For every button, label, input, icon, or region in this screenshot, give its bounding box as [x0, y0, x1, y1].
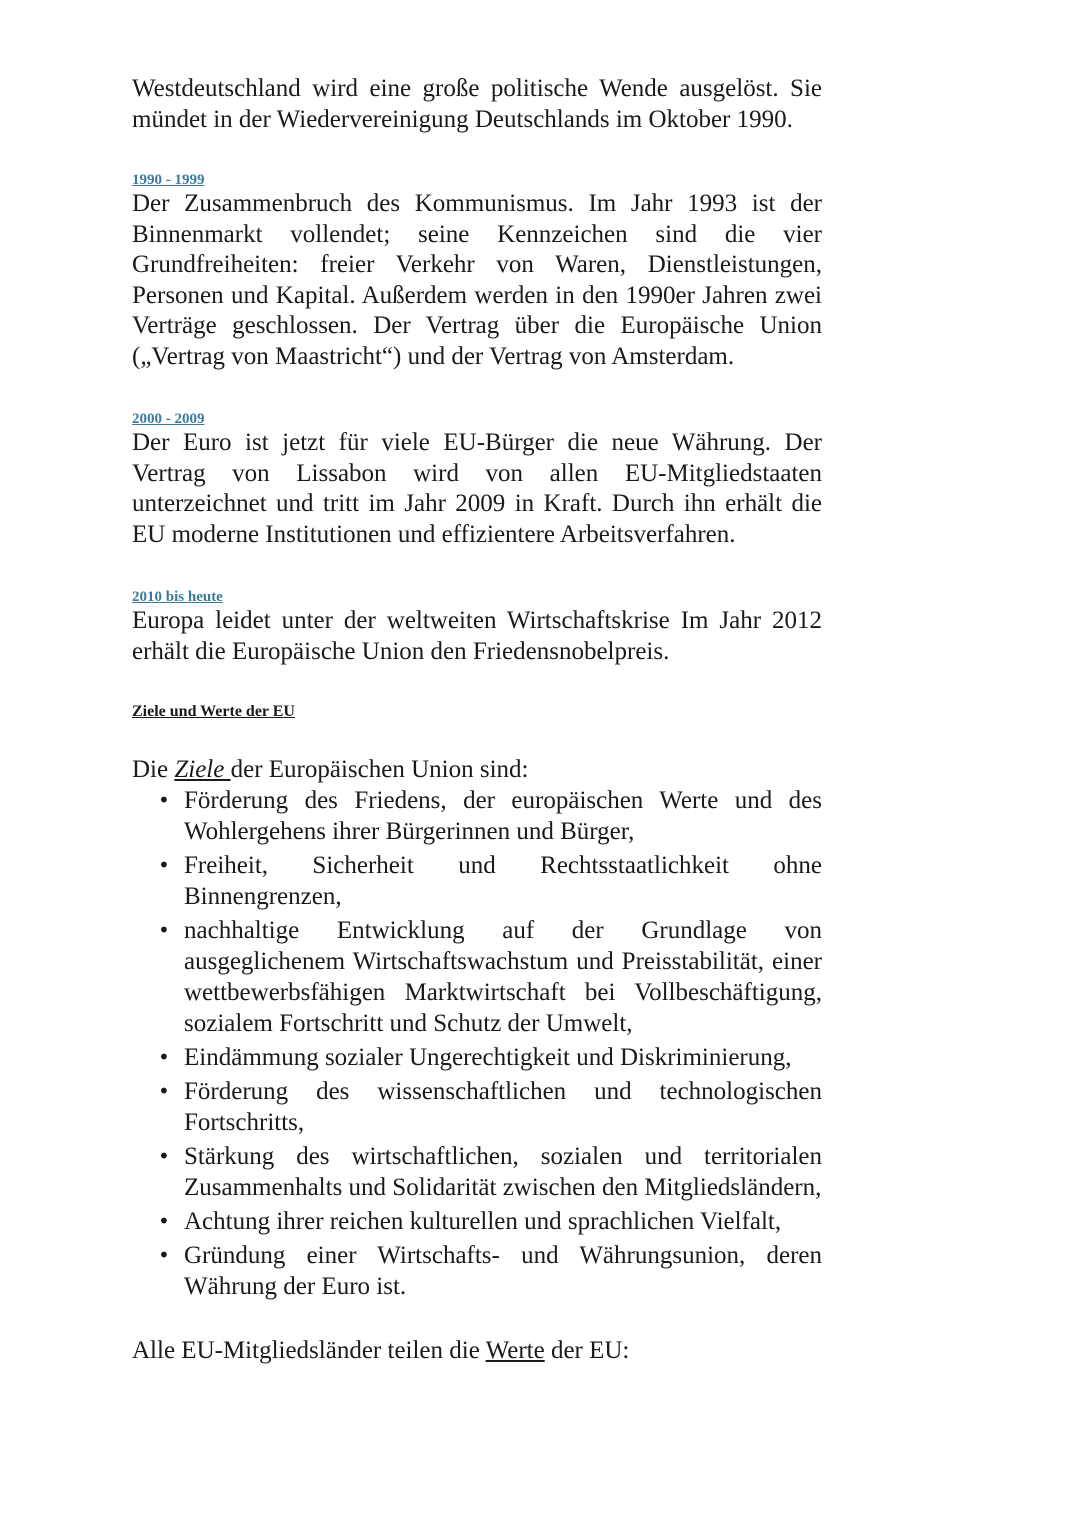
bullet-icon: • [158, 1243, 170, 1267]
bullet-icon: • [158, 1209, 170, 1233]
goal-text: Achtung ihrer reichen kulturellen und sprachlichen Vielfalt, [184, 1208, 782, 1235]
goal-item [158, 1240, 822, 1302]
goal-item [158, 1206, 822, 1237]
section-text-2000-2009: Der Euro ist jetzt für viele EU-Bürger die neue Währung. Der Vertrag von Lissabon wird von allen EU-Mitgliedstaaten unterzeichnet und tritt im Jahr 2009 in Kraft. Durch ihn erhält die EU moderne Institutionen und effizientere Arbeitsverfahren. [132, 429, 822, 548]
values-intro [132, 1336, 822, 1366]
goal-text: Eindämmung sozialer Ungerechtigkeit und Diskriminierung, [184, 1044, 792, 1071]
section-link-2000-2009[interactable]: 2000 - 2009 [132, 411, 205, 427]
section-2010-heute [132, 588, 822, 667]
section-text-1990-1999: Der Zusammenbruch des Kommunismus. Im Jahr 1993 ist der Binnenmarkt vollendet; seine Kennzeichen sind die vier Grundfreiheiten: freier Verkehr von Waren, Dienstleistungen, Personen und Kapital. Außerdem werden in den 1990er Jahren zwei Verträge geschlossen. Der Vertrag über die Europäische Union („Vertrag von Maastricht“) und der Vertrag von Amsterdam. [132, 190, 822, 370]
bullet-icon: • [158, 853, 170, 877]
values-prefix: Alle EU-Mitgliedsländer teilen die [132, 1337, 486, 1364]
section-1990-1999 [132, 171, 822, 372]
section-2000-2009 [132, 410, 822, 550]
bullet-icon: • [158, 1144, 170, 1168]
values-emphasis: Werte [485, 1337, 545, 1364]
bullet-icon: • [158, 918, 170, 942]
document-content [132, 74, 822, 1366]
goal-item [158, 1042, 822, 1073]
bullet-icon: • [158, 1079, 170, 1103]
goal-item [158, 915, 822, 1039]
goals-intro-suffix: der Europäischen Union sind: [230, 756, 529, 783]
goals-list [132, 785, 822, 1302]
goal-text: Förderung des Friedens, der europäischen Werte und des Wohlergehens ihrer Bürgerinnen und Bürger, [184, 787, 822, 845]
goal-text: nachhaltige Entwicklung auf der Grundlage von ausgeglichenem Wirtschaftswachstum und Preisstabilität, einer wettbewerbsfähigen Marktwirtschaft bei Vollbeschäftigung, sozialem Fortschritt und Schutz der Umwelt, [184, 917, 822, 1037]
goals-heading: Ziele und Werte der EU [132, 703, 295, 720]
goals-intro-prefix: Die [132, 756, 175, 783]
values-suffix: der EU: [544, 1337, 630, 1364]
goal-text: Förderung des wissenschaftlichen und technologischen Fortschritts, [184, 1078, 822, 1136]
section-text-2010-heute: Europa leidet unter der weltweiten Wirtschaftskrise Im Jahr 2012 erhält die Europäische Union den Friedensnobelpreis. [132, 607, 822, 665]
goals-heading-wrap [132, 703, 822, 721]
goal-item [158, 1141, 822, 1203]
section-link-2010-heute[interactable]: 2010 bis heute [132, 589, 223, 605]
goal-item [158, 1076, 822, 1138]
goals-intro [132, 755, 822, 785]
bullet-icon: • [158, 788, 170, 812]
goal-text: Freiheit, Sicherheit und Rechtsstaatlichkeit ohne Binnengrenzen, [184, 852, 822, 910]
goal-text: Gründung einer Wirtschafts- und Währungsunion, deren Währung der Euro ist. [184, 1242, 822, 1300]
goal-item [158, 785, 822, 847]
intro-paragraph: Westdeutschland wird eine große politische Wende ausgelöst. Sie mündet in der Wiedervereinigung Deutschlands im Oktober 1990. [132, 75, 822, 133]
bullet-icon: • [158, 1045, 170, 1069]
section-link-1990-1999[interactable]: 1990 - 1999 [132, 172, 205, 188]
goal-item [158, 850, 822, 912]
goal-text: Stärkung des wirtschaftlichen, sozialen und territorialen Zusammenhalts und Solidarität zwischen den Mitgliedsländern, [184, 1143, 822, 1201]
goals-intro-emphasis: Ziele [174, 756, 231, 783]
